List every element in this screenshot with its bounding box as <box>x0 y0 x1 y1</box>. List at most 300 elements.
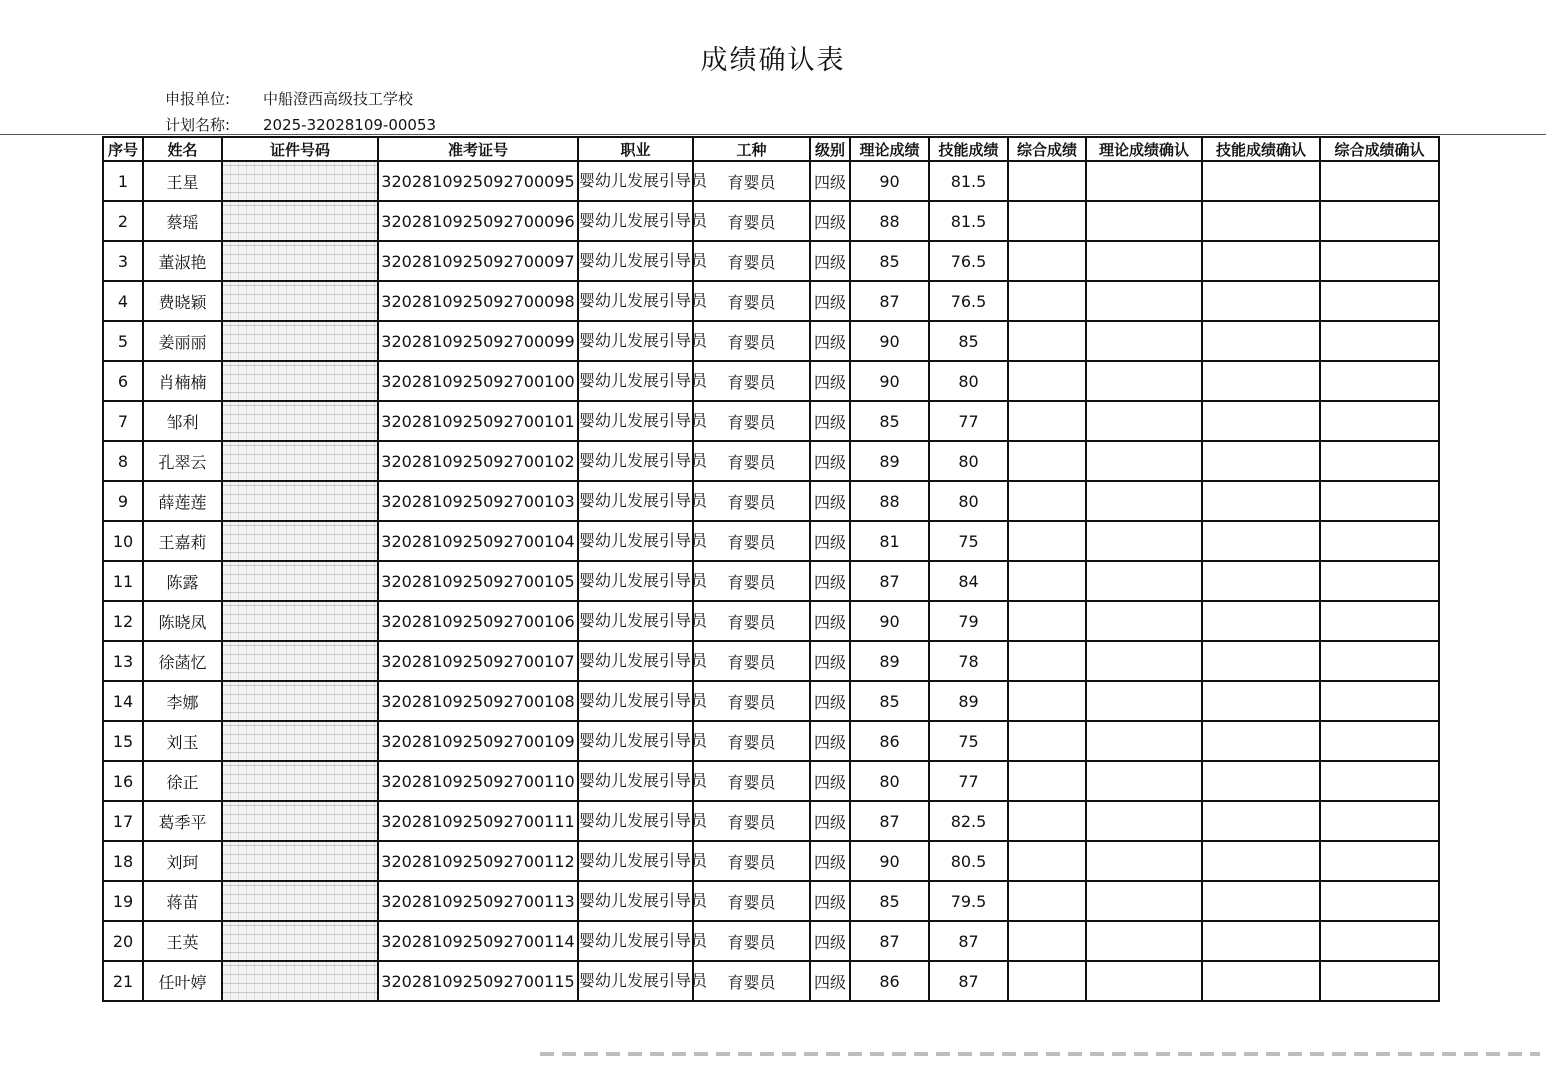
table-row <box>103 281 1439 321</box>
header-theory-confirm: 理论成绩确认 <box>1086 137 1202 161</box>
header-overall-confirm: 综合成绩确认 <box>1320 137 1439 161</box>
cell-level: 四级 <box>810 641 850 681</box>
redacted-id-texture <box>223 762 377 800</box>
cell-theory-confirm <box>1086 761 1202 801</box>
cell-skill-confirm <box>1202 201 1320 241</box>
cell-name: 陈露 <box>143 561 222 601</box>
cell-occupation: 婴幼儿发展引导员 <box>578 401 693 441</box>
cell-theory-confirm <box>1086 401 1202 441</box>
cell-no: 8 <box>103 441 143 481</box>
cell-theory: 85 <box>850 681 929 721</box>
cell-skill-confirm <box>1202 761 1320 801</box>
cell-exam: 3202810925092700113 <box>378 881 578 921</box>
cell-overall-confirm <box>1320 401 1439 441</box>
cell-occupation: 婴幼儿发展引导员 <box>578 361 693 401</box>
cell-occupation: 婴幼儿发展引导员 <box>578 161 693 201</box>
table-row <box>103 881 1439 921</box>
cell-skill: 82.5 <box>929 801 1008 841</box>
header-overall: 综合成绩 <box>1008 137 1086 161</box>
cell-overall <box>1008 681 1086 721</box>
redacted-id-texture <box>223 722 377 760</box>
cell-theory: 87 <box>850 801 929 841</box>
cell-exam: 3202810925092700098 <box>378 281 578 321</box>
cell-theory-confirm <box>1086 721 1202 761</box>
cell-skill-confirm <box>1202 281 1320 321</box>
cell-level: 四级 <box>810 441 850 481</box>
cell-theory: 89 <box>850 441 929 481</box>
cell-theory: 88 <box>850 201 929 241</box>
cell-overall-confirm <box>1320 641 1439 681</box>
cell-overall-confirm <box>1320 961 1439 1001</box>
cell-overall <box>1008 201 1086 241</box>
redacted-id-texture <box>223 402 377 440</box>
cell-level: 四级 <box>810 361 850 401</box>
cell-skill: 76.5 <box>929 281 1008 321</box>
cell-skill-confirm <box>1202 721 1320 761</box>
cell-no: 14 <box>103 681 143 721</box>
cell-overall-confirm <box>1320 281 1439 321</box>
cell-theory-confirm <box>1086 321 1202 361</box>
cell-no: 15 <box>103 721 143 761</box>
cell-name: 王嘉莉 <box>143 521 222 561</box>
cell-overall <box>1008 321 1086 361</box>
cell-id <box>222 641 378 681</box>
cell-overall-confirm <box>1320 361 1439 401</box>
cell-overall <box>1008 881 1086 921</box>
cell-name: 刘玉 <box>143 721 222 761</box>
table-row <box>103 961 1439 1001</box>
cell-name: 徐菡忆 <box>143 641 222 681</box>
cell-id <box>222 721 378 761</box>
cell-overall <box>1008 281 1086 321</box>
cell-no: 3 <box>103 241 143 281</box>
cell-type: 育婴员 <box>693 241 810 281</box>
table-row <box>103 921 1439 961</box>
cell-occupation: 婴幼儿发展引导员 <box>578 961 693 1001</box>
score-table <box>102 136 1440 1002</box>
cell-overall-confirm <box>1320 201 1439 241</box>
cell-overall <box>1008 801 1086 841</box>
cell-no: 21 <box>103 961 143 1001</box>
cell-overall <box>1008 401 1086 441</box>
cell-theory: 87 <box>850 561 929 601</box>
cell-type: 育婴员 <box>693 441 810 481</box>
cell-occupation: 婴幼儿发展引导员 <box>578 921 693 961</box>
cell-type: 育婴员 <box>693 401 810 441</box>
cell-occupation: 婴幼儿发展引导员 <box>578 481 693 521</box>
cell-skill-confirm <box>1202 521 1320 561</box>
cell-level: 四级 <box>810 281 850 321</box>
cell-type: 育婴员 <box>693 361 810 401</box>
header-skill-confirm: 技能成绩确认 <box>1202 137 1320 161</box>
table-row <box>103 521 1439 561</box>
redacted-id-texture <box>223 682 377 720</box>
table-row <box>103 321 1439 361</box>
org-line <box>165 88 413 109</box>
table-row <box>103 401 1439 441</box>
cell-skill: 76.5 <box>929 241 1008 281</box>
cell-occupation: 婴幼儿发展引导员 <box>578 841 693 881</box>
cell-level: 四级 <box>810 201 850 241</box>
table-row <box>103 721 1439 761</box>
cell-occupation: 婴幼儿发展引导员 <box>578 801 693 841</box>
cell-overall-confirm <box>1320 761 1439 801</box>
cell-occupation: 婴幼儿发展引导员 <box>578 681 693 721</box>
cell-level: 四级 <box>810 681 850 721</box>
cell-overall-confirm <box>1320 881 1439 921</box>
cell-skill: 75 <box>929 721 1008 761</box>
cell-name: 姜丽丽 <box>143 321 222 361</box>
cell-name: 邹利 <box>143 401 222 441</box>
cell-name: 蔡瑶 <box>143 201 222 241</box>
cell-no: 5 <box>103 321 143 361</box>
cell-type: 育婴员 <box>693 761 810 801</box>
cell-occupation: 婴幼儿发展引导员 <box>578 881 693 921</box>
cell-overall-confirm <box>1320 601 1439 641</box>
cell-theory: 90 <box>850 321 929 361</box>
cell-occupation: 婴幼儿发展引导员 <box>578 321 693 361</box>
cell-overall-confirm <box>1320 521 1439 561</box>
cell-overall <box>1008 601 1086 641</box>
cell-theory-confirm <box>1086 921 1202 961</box>
cell-overall <box>1008 961 1086 1001</box>
plan-label: 计划名称: <box>165 116 231 134</box>
cell-level: 四级 <box>810 481 850 521</box>
cell-exam: 3202810925092700108 <box>378 681 578 721</box>
cell-theory: 87 <box>850 921 929 961</box>
cell-skill-confirm <box>1202 481 1320 521</box>
cell-exam: 3202810925092700097 <box>378 241 578 281</box>
cell-occupation: 婴幼儿发展引导员 <box>578 641 693 681</box>
table-row <box>103 201 1439 241</box>
cell-level: 四级 <box>810 961 850 1001</box>
cell-level: 四级 <box>810 561 850 601</box>
cell-id <box>222 801 378 841</box>
cell-skill: 79 <box>929 601 1008 641</box>
cell-overall <box>1008 361 1086 401</box>
cell-overall <box>1008 761 1086 801</box>
cell-type: 育婴员 <box>693 201 810 241</box>
cell-level: 四级 <box>810 161 850 201</box>
cell-skill: 85 <box>929 321 1008 361</box>
cell-type: 育婴员 <box>693 681 810 721</box>
cell-theory: 90 <box>850 601 929 641</box>
cell-id <box>222 681 378 721</box>
cell-exam: 3202810925092700114 <box>378 921 578 961</box>
cell-theory-confirm <box>1086 601 1202 641</box>
cell-no: 12 <box>103 601 143 641</box>
cell-overall <box>1008 721 1086 761</box>
header-skill: 技能成绩 <box>929 137 1008 161</box>
cell-overall <box>1008 441 1086 481</box>
cell-skill: 87 <box>929 961 1008 1001</box>
cell-no: 11 <box>103 561 143 601</box>
cell-id <box>222 321 378 361</box>
cell-theory-confirm <box>1086 441 1202 481</box>
cell-skill: 75 <box>929 521 1008 561</box>
cell-exam: 3202810925092700115 <box>378 961 578 1001</box>
cell-exam: 3202810925092700100 <box>378 361 578 401</box>
cell-occupation: 婴幼儿发展引导员 <box>578 601 693 641</box>
cell-skill-confirm <box>1202 241 1320 281</box>
cell-name: 王星 <box>143 161 222 201</box>
cell-theory: 85 <box>850 241 929 281</box>
cell-exam: 3202810925092700107 <box>378 641 578 681</box>
cell-type: 育婴员 <box>693 281 810 321</box>
cell-type: 育婴员 <box>693 921 810 961</box>
cell-exam: 3202810925092700105 <box>378 561 578 601</box>
cell-skill-confirm <box>1202 321 1320 361</box>
cell-no: 17 <box>103 801 143 841</box>
cell-exam: 3202810925092700103 <box>378 481 578 521</box>
cell-exam: 3202810925092700101 <box>378 401 578 441</box>
cell-no: 13 <box>103 641 143 681</box>
redacted-id-texture <box>223 282 377 320</box>
cell-overall-confirm <box>1320 241 1439 281</box>
cell-type: 育婴员 <box>693 601 810 641</box>
cell-level: 四级 <box>810 241 850 281</box>
redacted-id-texture <box>223 922 377 960</box>
cell-overall <box>1008 641 1086 681</box>
cell-type: 育婴员 <box>693 521 810 561</box>
cell-level: 四级 <box>810 921 850 961</box>
cell-id <box>222 441 378 481</box>
table-row <box>103 561 1439 601</box>
header-level: 级别 <box>810 137 850 161</box>
cell-theory: 85 <box>850 881 929 921</box>
cell-exam: 3202810925092700095 <box>378 161 578 201</box>
cell-theory: 81 <box>850 521 929 561</box>
cell-id <box>222 161 378 201</box>
cell-theory: 85 <box>850 401 929 441</box>
cell-no: 10 <box>103 521 143 561</box>
cell-overall <box>1008 161 1086 201</box>
header-type: 工种 <box>693 137 810 161</box>
cell-skill-confirm <box>1202 841 1320 881</box>
cell-overall-confirm <box>1320 681 1439 721</box>
cell-skill: 81.5 <box>929 201 1008 241</box>
cell-theory-confirm <box>1086 881 1202 921</box>
cell-theory-confirm <box>1086 961 1202 1001</box>
cell-type: 育婴员 <box>693 721 810 761</box>
cell-level: 四级 <box>810 721 850 761</box>
cell-type: 育婴员 <box>693 641 810 681</box>
cell-overall <box>1008 561 1086 601</box>
cell-overall-confirm <box>1320 841 1439 881</box>
table-row <box>103 361 1439 401</box>
table-row <box>103 161 1439 201</box>
cell-no: 7 <box>103 401 143 441</box>
cell-no: 6 <box>103 361 143 401</box>
cell-no: 2 <box>103 201 143 241</box>
cell-id <box>222 361 378 401</box>
cell-exam: 3202810925092700110 <box>378 761 578 801</box>
redacted-id-texture <box>223 362 377 400</box>
table-row <box>103 841 1439 881</box>
cell-no: 1 <box>103 161 143 201</box>
cell-overall-confirm <box>1320 921 1439 961</box>
cell-level: 四级 <box>810 761 850 801</box>
cell-skill-confirm <box>1202 441 1320 481</box>
redacted-id-texture <box>223 202 377 240</box>
cell-id <box>222 281 378 321</box>
redacted-id-texture <box>223 642 377 680</box>
cell-occupation: 婴幼儿发展引导员 <box>578 521 693 561</box>
scan-artifact <box>540 1052 1540 1056</box>
redacted-id-texture <box>223 522 377 560</box>
cell-exam: 3202810925092700106 <box>378 601 578 641</box>
cell-skill: 80 <box>929 441 1008 481</box>
cell-skill: 77 <box>929 401 1008 441</box>
redacted-id-texture <box>223 162 377 200</box>
plan-value: 2025-32028109-00053 <box>263 116 437 134</box>
scan-rule-line <box>0 134 1546 135</box>
cell-name: 董淑艳 <box>143 241 222 281</box>
cell-skill-confirm <box>1202 161 1320 201</box>
cell-theory-confirm <box>1086 801 1202 841</box>
cell-occupation: 婴幼儿发展引导员 <box>578 241 693 281</box>
cell-overall <box>1008 241 1086 281</box>
table-row <box>103 481 1439 521</box>
cell-skill: 89 <box>929 681 1008 721</box>
cell-exam: 3202810925092700109 <box>378 721 578 761</box>
redacted-id-texture <box>223 802 377 840</box>
table-row <box>103 801 1439 841</box>
redacted-id-texture <box>223 562 377 600</box>
cell-overall <box>1008 481 1086 521</box>
redacted-id-texture <box>223 242 377 280</box>
cell-skill-confirm <box>1202 601 1320 641</box>
cell-id <box>222 561 378 601</box>
cell-occupation: 婴幼儿发展引导员 <box>578 561 693 601</box>
cell-theory-confirm <box>1086 841 1202 881</box>
cell-theory-confirm <box>1086 641 1202 681</box>
cell-theory-confirm <box>1086 161 1202 201</box>
cell-skill-confirm <box>1202 881 1320 921</box>
redacted-id-texture <box>223 882 377 920</box>
cell-skill-confirm <box>1202 681 1320 721</box>
cell-level: 四级 <box>810 601 850 641</box>
redacted-id-texture <box>223 442 377 480</box>
cell-exam: 3202810925092700111 <box>378 801 578 841</box>
cell-level: 四级 <box>810 801 850 841</box>
cell-exam: 3202810925092700102 <box>378 441 578 481</box>
cell-id <box>222 401 378 441</box>
cell-no: 18 <box>103 841 143 881</box>
header-row <box>103 137 1439 161</box>
cell-skill: 80.5 <box>929 841 1008 881</box>
cell-level: 四级 <box>810 321 850 361</box>
cell-id <box>222 521 378 561</box>
header-theory: 理论成绩 <box>850 137 929 161</box>
cell-name: 刘珂 <box>143 841 222 881</box>
cell-overall-confirm <box>1320 321 1439 361</box>
cell-id <box>222 921 378 961</box>
cell-id <box>222 841 378 881</box>
cell-skill-confirm <box>1202 801 1320 841</box>
cell-theory: 90 <box>850 361 929 401</box>
cell-skill-confirm <box>1202 361 1320 401</box>
cell-skill: 80 <box>929 481 1008 521</box>
redacted-id-texture <box>223 482 377 520</box>
cell-theory-confirm <box>1086 241 1202 281</box>
cell-id <box>222 241 378 281</box>
cell-skill-confirm <box>1202 401 1320 441</box>
cell-overall <box>1008 841 1086 881</box>
cell-name: 蒋苗 <box>143 881 222 921</box>
cell-overall <box>1008 921 1086 961</box>
cell-id <box>222 481 378 521</box>
cell-theory: 89 <box>850 641 929 681</box>
cell-no: 16 <box>103 761 143 801</box>
cell-level: 四级 <box>810 841 850 881</box>
cell-skill: 81.5 <box>929 161 1008 201</box>
cell-name: 徐正 <box>143 761 222 801</box>
cell-name: 葛季平 <box>143 801 222 841</box>
cell-type: 育婴员 <box>693 481 810 521</box>
cell-skill-confirm <box>1202 921 1320 961</box>
plan-line <box>165 114 436 135</box>
cell-theory: 90 <box>850 841 929 881</box>
cell-name: 肖楠楠 <box>143 361 222 401</box>
cell-exam: 3202810925092700112 <box>378 841 578 881</box>
cell-type: 育婴员 <box>693 161 810 201</box>
cell-theory-confirm <box>1086 521 1202 561</box>
cell-type: 育婴员 <box>693 841 810 881</box>
cell-overall-confirm <box>1320 161 1439 201</box>
table-row <box>103 601 1439 641</box>
cell-skill-confirm <box>1202 961 1320 1001</box>
cell-id <box>222 201 378 241</box>
cell-skill: 77 <box>929 761 1008 801</box>
table-row <box>103 681 1439 721</box>
cell-theory-confirm <box>1086 561 1202 601</box>
cell-no: 19 <box>103 881 143 921</box>
cell-theory: 90 <box>850 161 929 201</box>
redacted-id-texture <box>223 962 377 1000</box>
cell-skill: 79.5 <box>929 881 1008 921</box>
cell-type: 育婴员 <box>693 801 810 841</box>
header-occupation: 职业 <box>578 137 693 161</box>
cell-exam: 3202810925092700096 <box>378 201 578 241</box>
cell-theory-confirm <box>1086 481 1202 521</box>
cell-theory-confirm <box>1086 361 1202 401</box>
cell-skill: 87 <box>929 921 1008 961</box>
cell-type: 育婴员 <box>693 561 810 601</box>
cell-theory-confirm <box>1086 681 1202 721</box>
cell-skill: 78 <box>929 641 1008 681</box>
cell-id <box>222 881 378 921</box>
table-row <box>103 241 1439 281</box>
cell-name: 任叶婷 <box>143 961 222 1001</box>
cell-name: 孔翠云 <box>143 441 222 481</box>
cell-skill: 84 <box>929 561 1008 601</box>
cell-no: 20 <box>103 921 143 961</box>
cell-no: 9 <box>103 481 143 521</box>
cell-name: 陈晓凤 <box>143 601 222 641</box>
cell-theory-confirm <box>1086 281 1202 321</box>
cell-skill-confirm <box>1202 641 1320 681</box>
cell-theory: 86 <box>850 721 929 761</box>
cell-id <box>222 761 378 801</box>
header-name: 姓名 <box>143 137 222 161</box>
cell-exam: 3202810925092700099 <box>378 321 578 361</box>
redacted-id-texture <box>223 842 377 880</box>
cell-overall-confirm <box>1320 561 1439 601</box>
cell-theory: 88 <box>850 481 929 521</box>
cell-skill: 80 <box>929 361 1008 401</box>
table-row <box>103 641 1439 681</box>
